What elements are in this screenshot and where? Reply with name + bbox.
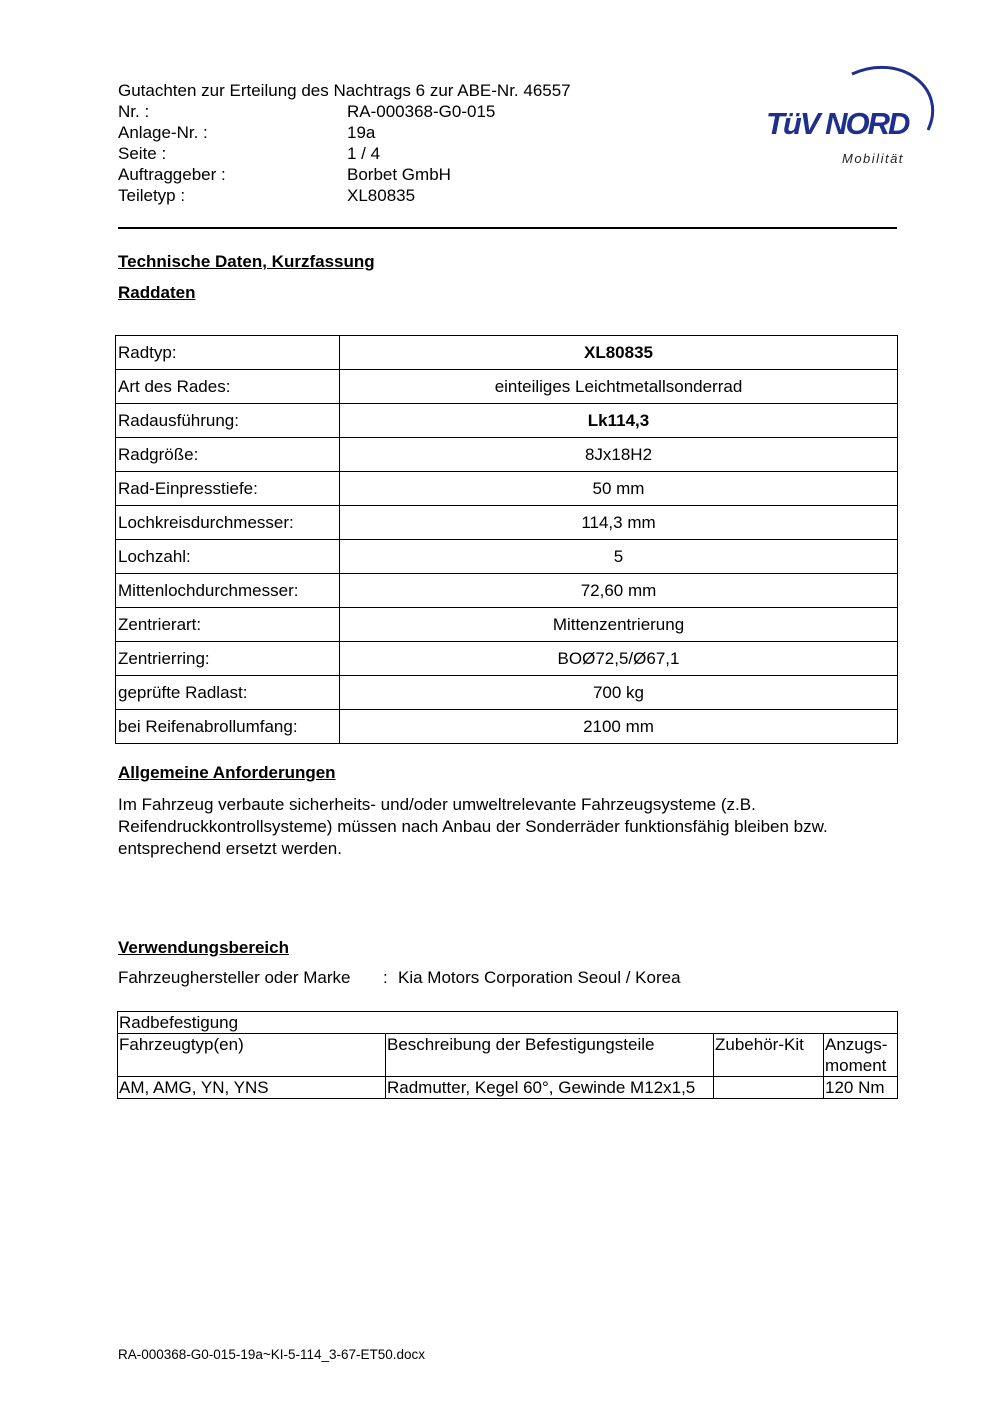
wheel-row-value: Mittenzentrierung (340, 608, 898, 642)
wheel-row-value: 50 mm (340, 472, 898, 506)
wheel-row-value: XL80835 (340, 336, 898, 370)
table-row (116, 404, 898, 438)
column-header-anzugsmoment: Anzugs-moment (824, 1034, 898, 1077)
table-row (118, 1077, 898, 1099)
heading-allgemeine-anforderungen: Allgemeine Anforderungen (118, 763, 336, 782)
hersteller-separator: : (383, 968, 388, 987)
wheel-row-label: Zentrierring: (116, 642, 340, 676)
wheel-row-value: 72,60 mm (340, 574, 898, 608)
header-label-seite: Seite : (118, 144, 167, 163)
header-divider (118, 227, 897, 229)
wheel-row-label: Lochzahl: (116, 540, 340, 574)
wheel-row-value: 114,3 mm (340, 506, 898, 540)
header-label-anlage: Anlage-Nr. : (118, 123, 208, 142)
tuv-nord-logo (760, 58, 940, 173)
radbefestigung-caption: Radbefestigung (118, 1012, 898, 1034)
header-value-anlage: 19a (347, 123, 376, 142)
radbefestigung-table (117, 1011, 898, 1099)
wheel-row-label: Zentrierart: (116, 608, 340, 642)
header-value-nr: RA-000368-G0-015 (347, 102, 496, 121)
wheel-row-label: Rad-Einpresstiefe: (116, 472, 340, 506)
hersteller-value: Kia Motors Corporation Seoul / Korea (398, 968, 681, 987)
wheel-row-label: Lochkreisdurchmesser: (116, 506, 340, 540)
header-value-teiletyp: XL80835 (347, 186, 416, 205)
heading-technische-daten: Technische Daten, Kurzfassung (118, 252, 375, 271)
header-label-auftraggeber: Auftraggeber : (118, 165, 226, 184)
wheel-row-value: BOØ72,5/Ø67,1 (340, 642, 898, 676)
wheel-data-table (115, 335, 898, 744)
wheel-row-value: 5 (340, 540, 898, 574)
footer-filename: RA-000368-G0-015-19a~KI-5-114_3-67-ET50.docx (118, 1347, 426, 1362)
document-title: Gutachten zur Erteilung des Nachtrags 6 zur ABE-Nr. 46557 (118, 81, 571, 100)
wheel-row-label: geprüfte Radlast: (116, 676, 340, 710)
wheel-row-label: Mittenlochdurchmesser: (116, 574, 340, 608)
cell-fahrzeugtyp: AM, AMG, YN, YNS (118, 1077, 386, 1099)
cell-anzugsmoment: 120 Nm (824, 1077, 898, 1099)
table-row (116, 642, 898, 676)
hersteller-label: Fahrzeughersteller oder Marke (118, 968, 351, 987)
logo-brand-text: TüV NORD (766, 106, 909, 141)
table-row (116, 438, 898, 472)
wheel-row-value: 700 kg (340, 676, 898, 710)
table-row (116, 370, 898, 404)
wheel-row-value: 8Jx18H2 (340, 438, 898, 472)
wheel-row-value: einteiliges Leichtmetallsonderrad (340, 370, 898, 404)
table-row (116, 472, 898, 506)
table-row (116, 540, 898, 574)
logo-subtitle: Mobilität (842, 151, 904, 166)
header-label-teiletyp: Teiletyp : (118, 186, 186, 205)
header-value-auftraggeber: Borbet GmbH (347, 165, 451, 184)
table-row (116, 608, 898, 642)
heading-verwendungsbereich: Verwendungsbereich (118, 938, 289, 957)
header-label-nr: Nr. : (118, 102, 150, 121)
wheel-row-label: Radausführung: (116, 404, 340, 438)
allgemeine-anforderungen-text: Im Fahrzeug verbaute sicherheits- und/oder umweltrelevante Fahrzeugsysteme (z.B. Reifendruckkontrollsysteme) müssen nach Anbau der Sonderräder funktionsfähig bleiben bzw. entsprechend ersetzt werden. (118, 795, 828, 858)
table-row (116, 676, 898, 710)
wheel-row-label: Radtyp: (116, 336, 340, 370)
table-row (116, 710, 898, 744)
column-header-zubehoer-kit: Zubehör-Kit (714, 1034, 824, 1077)
heading-raddaten: Raddaten (118, 283, 196, 302)
cell-beschreibung: Radmutter, Kegel 60°, Gewinde M12x1,5 (386, 1077, 714, 1099)
cell-zubehoer-kit (714, 1077, 824, 1099)
wheel-row-value: Lk114,3 (340, 404, 898, 438)
table-row (116, 574, 898, 608)
wheel-row-value: 2100 mm (340, 710, 898, 744)
wheel-row-label: Radgröße: (116, 438, 340, 472)
column-header-fahrzeugtyp: Fahrzeugtyp(en) (118, 1034, 386, 1077)
table-row (116, 506, 898, 540)
header-value-seite: 1 / 4 (347, 144, 381, 163)
wheel-row-label: Art des Rades: (116, 370, 340, 404)
table-row (116, 336, 898, 370)
wheel-row-label: bei Reifenabrollumfang: (116, 710, 340, 744)
column-header-beschreibung: Beschreibung der Befestigungsteile (386, 1034, 714, 1077)
